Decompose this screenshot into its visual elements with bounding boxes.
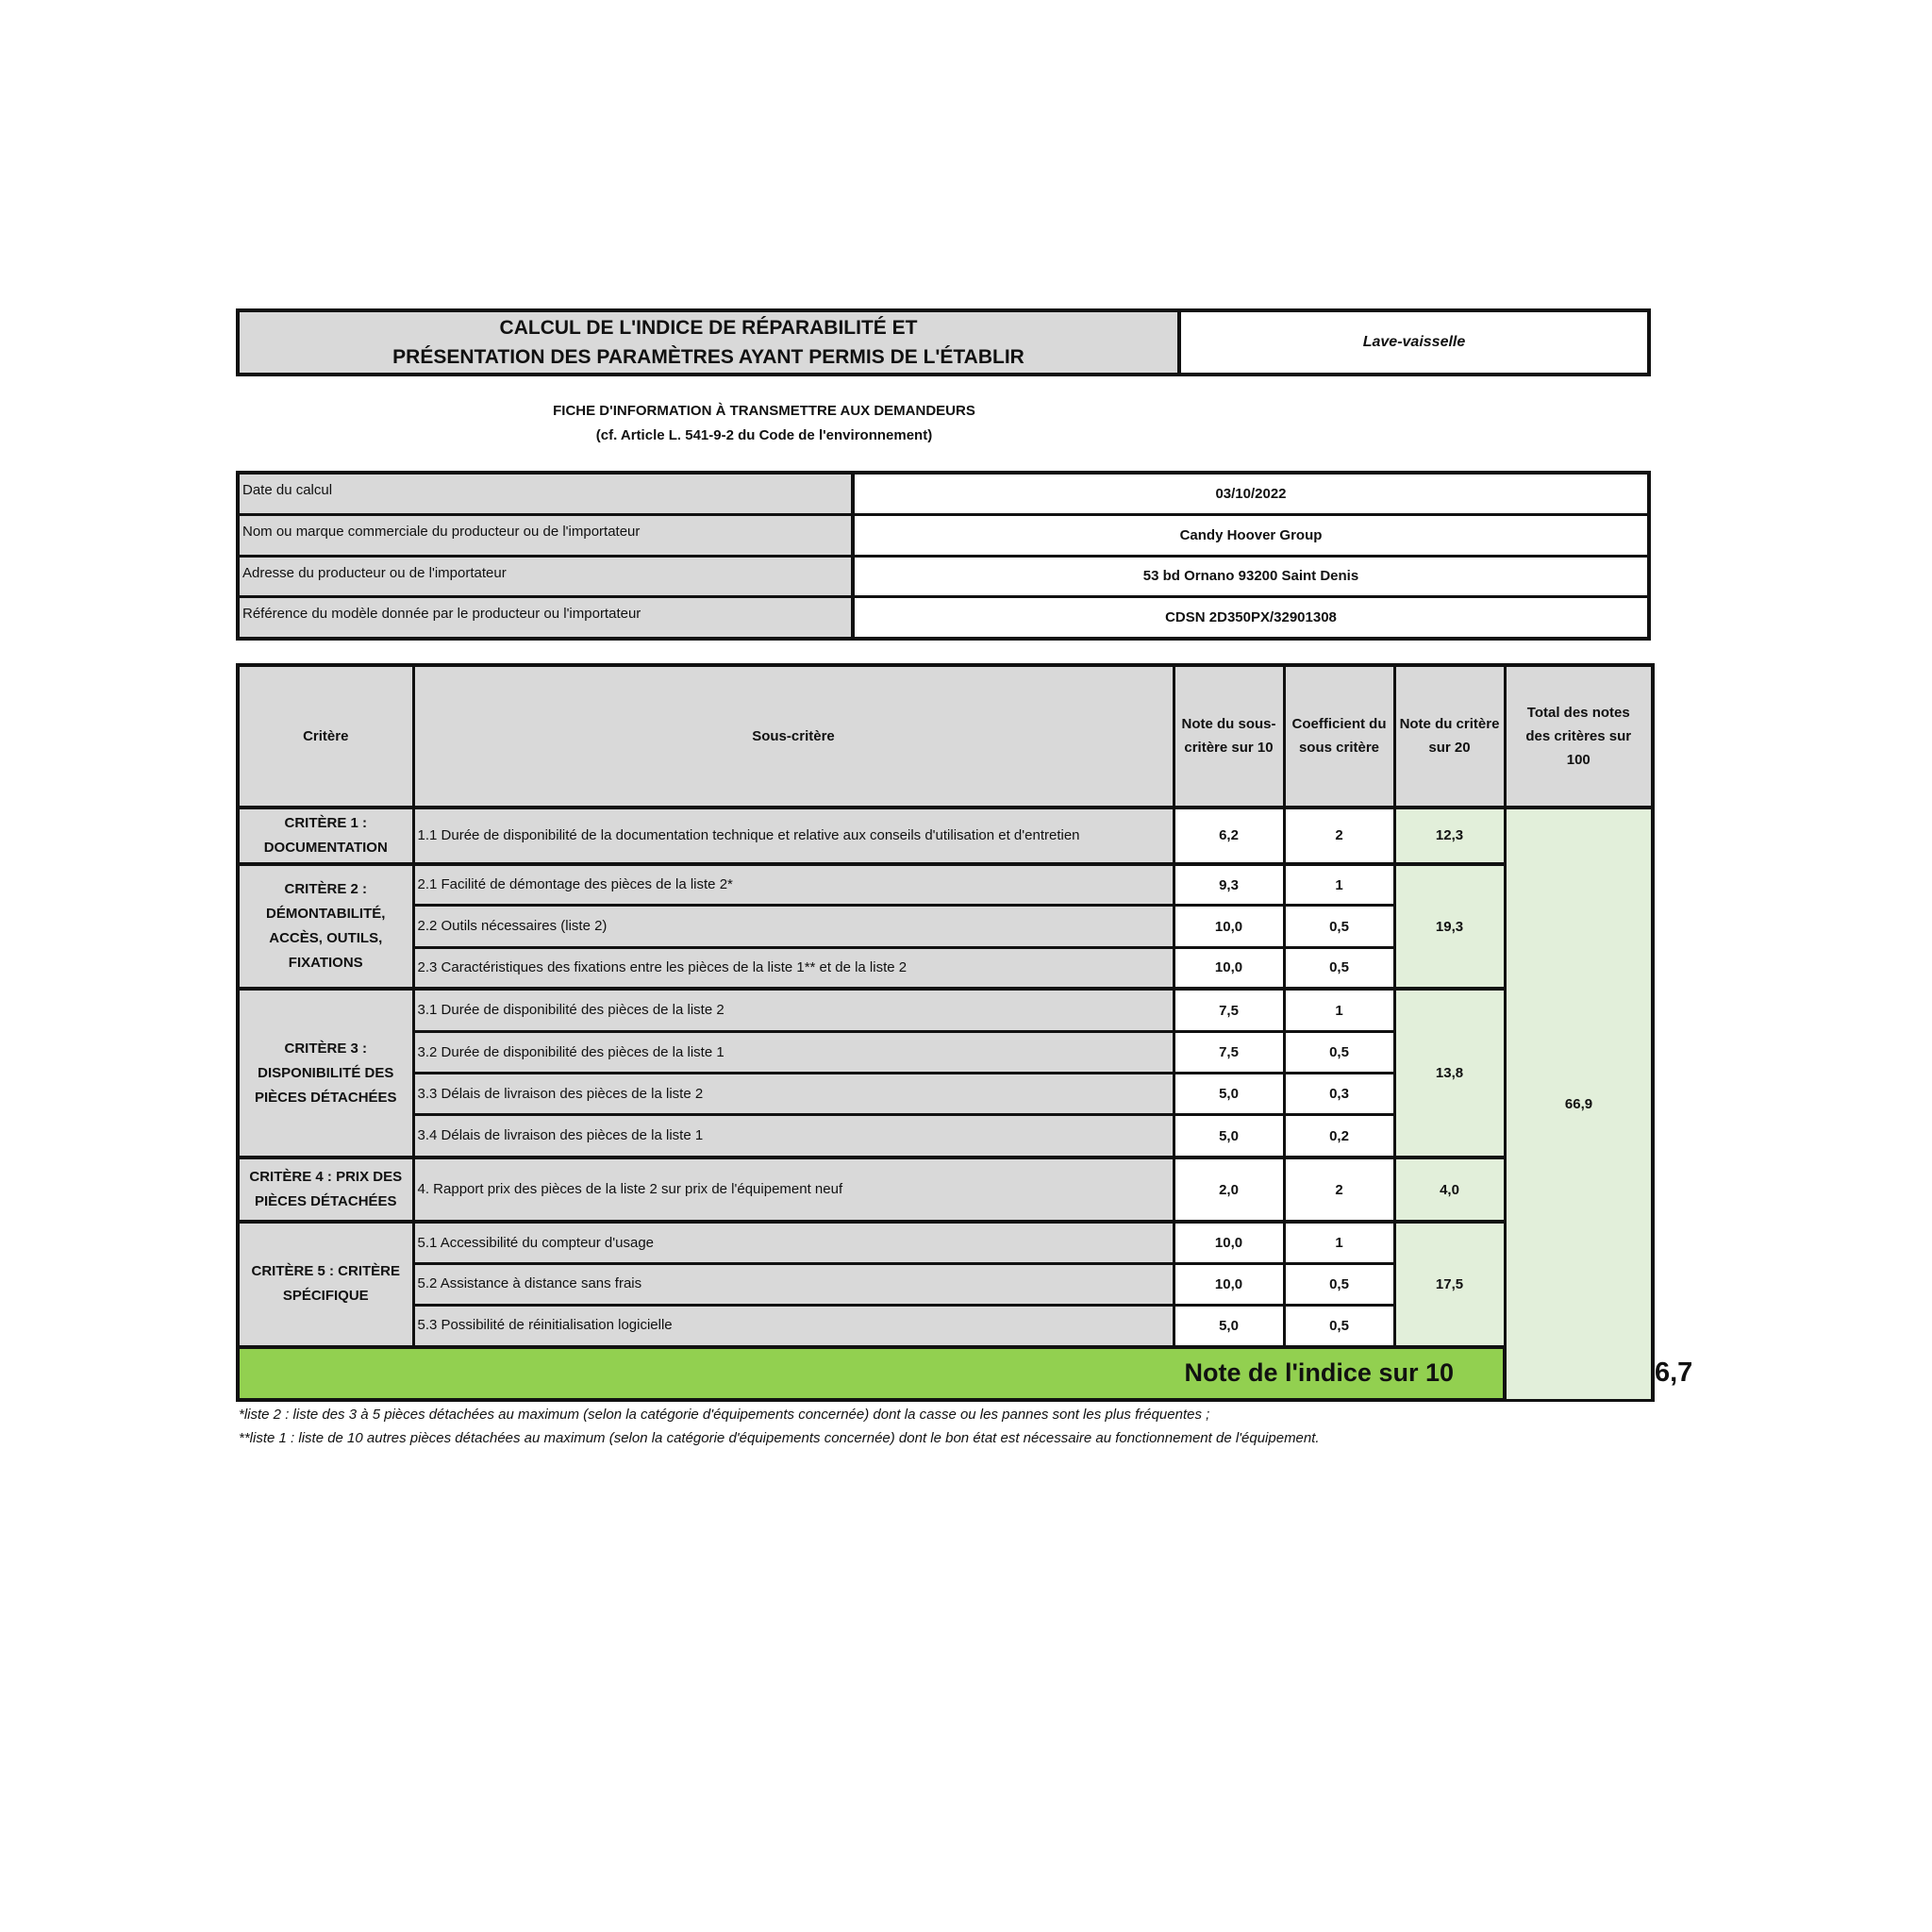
footnotes [239, 1403, 1701, 1450]
sub-criterion-score: 5,0 [1174, 1074, 1284, 1115]
sub-criterion-label: 5.3 Possibilité de réinitialisation logicielle [413, 1305, 1174, 1346]
info-label: Référence du modèle donnée par le producteur ou l'importateur [240, 598, 855, 637]
document-title-line-1: CALCUL DE L'INDICE DE RÉPARABILITÉ ET [499, 317, 918, 339]
sub-criterion-coefficient: 0,5 [1284, 1263, 1394, 1305]
header-note-critere: Note du critère sur 20 [1394, 665, 1505, 808]
sub-criterion-score: 6,2 [1174, 808, 1284, 864]
info-value: 03/10/2022 [855, 475, 1647, 513]
table-row [238, 864, 1653, 906]
product-type: Lave-vaisselle [1181, 312, 1647, 373]
sub-criterion-score: 9,3 [1174, 864, 1284, 906]
criterion-score: 13,8 [1394, 989, 1505, 1158]
header-total: Total des notes des critères sur 100 [1505, 665, 1653, 808]
sub-criterion-coefficient: 2 [1284, 808, 1394, 864]
sub-criterion-label: 4. Rapport prix des pièces de la liste 2 sur prix de l'équipement neuf [413, 1158, 1174, 1222]
criterion-score: 17,5 [1394, 1222, 1505, 1346]
sub-criterion-coefficient: 2 [1284, 1158, 1394, 1222]
index-label: Note de l'indice sur 10 [238, 1347, 1505, 1400]
sub-criterion-label: 2.3 Caractéristiques des fixations entre les pièces de la liste 1** et de la liste 2 [413, 947, 1174, 989]
sub-criterion-score: 10,0 [1174, 1222, 1284, 1263]
criterion-label: CRITÈRE 3 : DISPONIBILITÉ DES PIÈCES DÉTACHÉES [238, 989, 413, 1158]
sub-criterion-coefficient: 0,3 [1284, 1074, 1394, 1115]
subheading [434, 399, 1094, 448]
criterion-label: CRITÈRE 4 : PRIX DES PIÈCES DÉTACHÉES [238, 1158, 413, 1222]
info-label: Nom ou marque commerciale du producteur ou de l'importateur [240, 516, 855, 555]
sub-criterion-score: 7,5 [1174, 1031, 1284, 1073]
info-row-brand [240, 516, 1647, 558]
table-row [238, 989, 1653, 1031]
header-critere: Critère [238, 665, 413, 808]
sub-criterion-coefficient: 1 [1284, 864, 1394, 906]
info-label: Adresse du producteur ou de l'importateur [240, 558, 855, 596]
footnote-1: *liste 2 : liste des 3 à 5 pièces détachées au maximum (selon la catégorie d'équipements concernée) dont la casse ou les pannes sont les plus fréquentes ; [239, 1407, 1210, 1423]
index-row: Note de l'indice sur 10 6,7 [238, 1347, 1653, 1400]
header-sous-critere: Sous-critère [413, 665, 1174, 808]
sub-criterion-score: 7,5 [1174, 989, 1284, 1031]
sub-criterion-score: 10,0 [1174, 947, 1284, 989]
info-table [236, 471, 1651, 641]
info-row-address [240, 558, 1647, 599]
sub-criterion-coefficient: 0,5 [1284, 906, 1394, 947]
sub-criterion-label: 3.2 Durée de disponibilité des pièces de la liste 1 [413, 1031, 1174, 1073]
sub-criterion-label: 5.1 Accessibilité du compteur d'usage [413, 1222, 1174, 1263]
sub-criterion-score: 2,0 [1174, 1158, 1284, 1222]
sub-criterion-label: 3.4 Délais de livraison des pièces de la liste 1 [413, 1115, 1174, 1158]
title-block [236, 308, 1651, 376]
sub-criterion-label: 2.1 Facilité de démontage des pièces de la liste 2* [413, 864, 1174, 906]
criterion-label: CRITÈRE 2 : DÉMONTABILITÉ, ACCÈS, OUTILS, FIXATIONS [238, 864, 413, 989]
table-row [238, 808, 1653, 864]
header-note-sous-critere: Note du sous-critère sur 10 [1174, 665, 1284, 808]
total-score-100: 66,9 [1505, 808, 1653, 1400]
table-row [238, 1222, 1653, 1263]
criterion-score: 12,3 [1394, 808, 1505, 864]
info-value: CDSN 2D350PX/32901308 [855, 598, 1647, 637]
info-value: 53 bd Ornano 93200 Saint Denis [855, 558, 1647, 596]
header-coefficient: Coefficient du sous critère [1284, 665, 1394, 808]
score-table [236, 663, 1693, 1402]
info-row-date [240, 475, 1647, 516]
criterion-label: CRITÈRE 5 : CRITÈRE SPÉCIFIQUE [238, 1222, 413, 1346]
sub-criterion-score: 5,0 [1174, 1115, 1284, 1158]
document-title [240, 312, 1181, 373]
sub-criterion-label: 3.3 Délais de livraison des pièces de la liste 2 [413, 1074, 1174, 1115]
sub-criterion-score: 5,0 [1174, 1305, 1284, 1346]
document-title-line-2: PRÉSENTATION DES PARAMÈTRES AYANT PERMIS DE L'ÉTABLIR [392, 346, 1024, 368]
info-row-model [240, 598, 1647, 637]
table-row [238, 1158, 1653, 1222]
sub-criterion-coefficient: 1 [1284, 989, 1394, 1031]
sub-criterion-coefficient: 0,5 [1284, 1305, 1394, 1346]
sub-criterion-label: 1.1 Durée de disponibilité de la documentation technique et relative aux conseils d'utilisation et d'entretien [413, 808, 1174, 864]
info-value: Candy Hoover Group [855, 516, 1647, 555]
sub-criterion-coefficient: 1 [1284, 1222, 1394, 1263]
criterion-score: 4,0 [1394, 1158, 1505, 1222]
criterion-score: 19,3 [1394, 864, 1505, 989]
criterion-label: CRITÈRE 1 : DOCUMENTATION [238, 808, 413, 864]
info-label: Date du calcul [240, 475, 855, 513]
sub-criterion-label: 3.1 Durée de disponibilité des pièces de la liste 2 [413, 989, 1174, 1031]
sub-criterion-label: 2.2 Outils nécessaires (liste 2) [413, 906, 1174, 947]
sub-criterion-coefficient: 0,2 [1284, 1115, 1394, 1158]
subheading-line-1: FICHE D'INFORMATION À TRANSMETTRE AUX DEMANDEURS [553, 403, 975, 419]
footnote-2: **liste 1 : liste de 10 autres pièces détachées au maximum (selon la catégorie d'équipements concernée) dont le bon état est nécessaire au fonctionnement de l'équipement. [239, 1430, 1320, 1446]
sub-criterion-label: 5.2 Assistance à distance sans frais [413, 1263, 1174, 1305]
subheading-line-2: (cf. Article L. 541-9-2 du Code de l'environnement) [595, 427, 933, 443]
sub-criterion-coefficient: 0,5 [1284, 947, 1394, 989]
sub-criterion-score: 10,0 [1174, 1263, 1284, 1305]
sub-criterion-coefficient: 0,5 [1284, 1031, 1394, 1073]
sub-criterion-score: 10,0 [1174, 906, 1284, 947]
